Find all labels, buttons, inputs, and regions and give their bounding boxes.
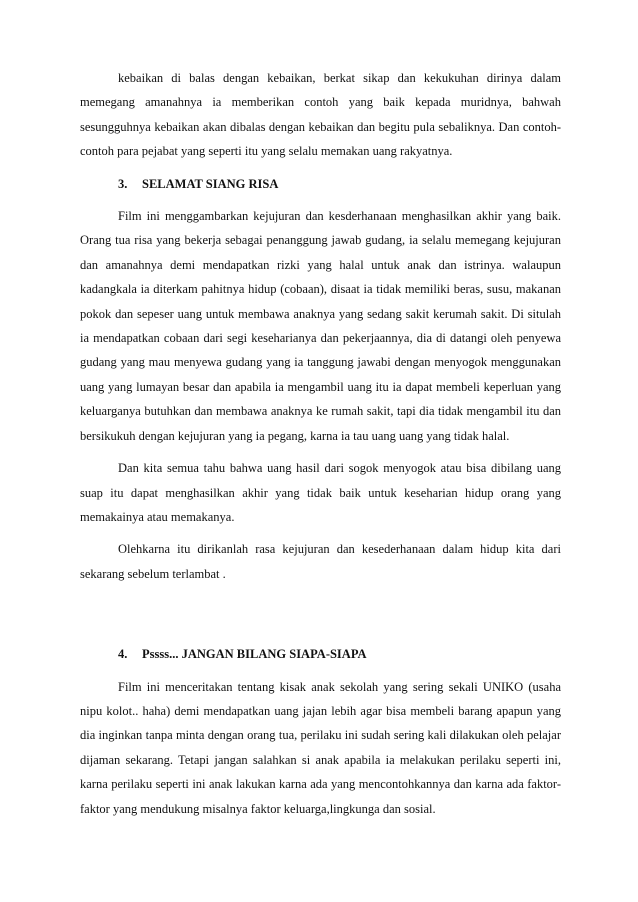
- section-3-paragraph-3: Olehkarna itu dirikanlah rasa kejujuran dan kesederhanaan dalam hidup kita dari sekarang sebelum terlambat .: [80, 542, 561, 581]
- section-4-heading: [80, 642, 561, 666]
- spacer: [80, 529, 561, 537]
- document-page: [80, 66, 561, 821]
- section-4-paragraph-1: Film ini menceritakan tentang kisak anak sekolah yang sering sekali UNIKO (usaha nipu kolot.. haha) demi mendapatkan uang jajan lebih agar bisa membeli barang apapun yang dia inginkan tanpa minta dengan orang tua, perilaku ini sudah sering kali dilakukan oleh pelajar dijaman sekarang. Tetapi jangan salahkan si anak apabila ia melakukan perilaku seperti ini, karna perilaku seperti ini anak lakukan karna ada yang mencontohkannya dan karna ada faktor-faktor yang mendukung misalnya faktor keluarga,lingkunga dan sosial.: [80, 679, 561, 816]
- spacer: [80, 667, 561, 675]
- section-3-paragraph-2: Dan kita semua tahu bahwa uang hasil dari sogok menyogok atau bisa dibilang uang suap itu dapat menghasilkan akhir yang tidak baik untuk keseharian hidup orang yang memakainya atau memakanya.: [80, 461, 561, 524]
- section-3-heading: [80, 172, 561, 196]
- section-3-paragraph-1: Film ini menggambarkan kejujuran dan kesderhanaan menghasilkan akhir yang baik. Orang tua risa yang bekerja sebagai penanggung jawab gudang, ia selalu memegang kejujuran dan amanahnya demi mendapatkan rizki yang halal untuk anak dan istrinya. walaupun kadangkala ia diterkam pahitnya hidup (cobaan), disaat ia tidak memiliki beras, susu, makanan pokok dan sepeser uang untuk membawa anaknya yang sedang sakit kerumah sakit. Di situlah ia mendapatkan cobaan dari segi keseharianya dan pekerjaannya, dia di datangi oleh penyewa gudang yang mau menyewa gudang yang ia tanggung jawabi dengan menyogok menggunakan uang yang lumayan besar dan apabila ia mengambil uang itu ia dapat membeli keperluan yang keluarganya butuhkan dan membawa anaknya ke rumah sakit, tapi dia tidak mengambil itu dan bersikukuh dengan kejujuran yang ia pegang, karna ia tau uang uang yang tidak halal.: [80, 209, 561, 443]
- section-4-title: Pssss... JANGAN BILANG SIAPA-SIAPA: [142, 647, 367, 662]
- spacer: [80, 586, 561, 642]
- intro-paragraph: kebaikan di balas dengan kebaikan, berkat sikap dan kekukuhan dirinya dalam memegang amanahnya ia memberikan contoh yang baik kepada muridnya, bahwah sesungguhnya kebaikan akan dibalas dengan kebaikan dan begitu pula sebaliknya. Dan contoh-contoh para pejabat yang seperti itu yang selalu memakan uang rakyatnya.: [80, 71, 561, 159]
- section-4-number: 4.: [118, 647, 128, 662]
- section-3-number: 3.: [118, 176, 128, 191]
- spacer: [80, 448, 561, 456]
- spacer: [80, 196, 561, 204]
- section-3-title: SELAMAT SIANG RISA: [142, 176, 279, 191]
- spacer: [80, 164, 561, 172]
